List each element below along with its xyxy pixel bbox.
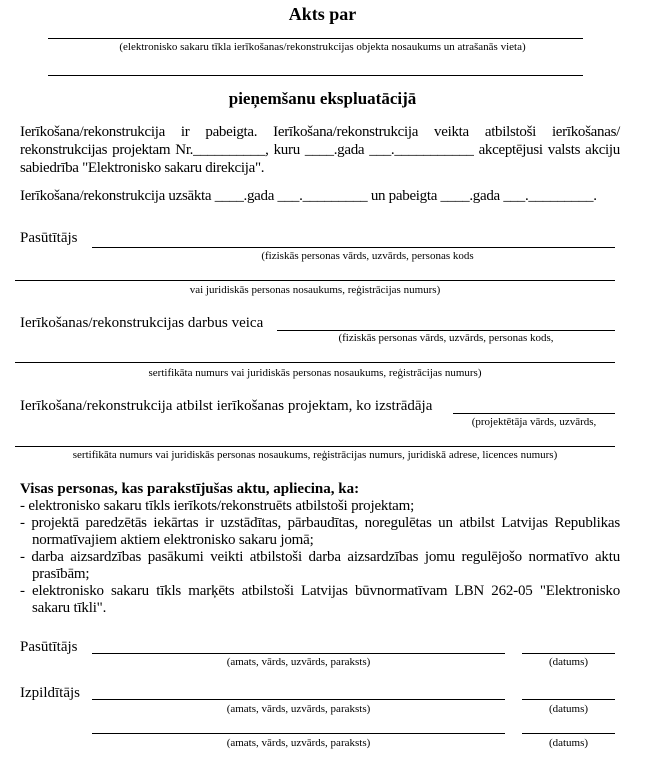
sign-customer-label: Pasūtītājs: [20, 639, 78, 655]
customer-caption-1: (fiziskās personas vārds, uzvārds, personas kods: [261, 250, 474, 262]
designer-line: [453, 413, 615, 414]
designer-caption-1: (projektētāja vārds, uzvārds,: [471, 416, 597, 428]
designer-caption-2: sertifikāta numurs vai juridiskās personas nosaukums, reģistrācijas numurs, juridiskā adrese, licences numurs): [72, 449, 558, 461]
certify-item: - elektronisko sakaru tīkls marķēts atbilstoši Latvijas būvnormatīvam LBN 262-05 "Elektronisko sakaru tīkli".: [20, 583, 620, 616]
executor-signature-line-2[interactable]: [92, 733, 505, 734]
dates-paragraph: Ierīkošana/rekonstrukcija uzsākta ____.gada ___._________ un pabeigta ____.gada ___._________.: [20, 188, 597, 204]
sign-executor-label: Izpildītājs: [20, 685, 80, 701]
executor-signature-line[interactable]: [92, 699, 505, 700]
contractor-label: Ierīkošanas/rekonstrukcijas darbus veica: [20, 315, 264, 331]
contractor-caption-1: (fiziskās personas vārds, uzvārds, personas kods,: [338, 332, 554, 344]
customer-label: Pasūtītājs: [20, 230, 78, 246]
certify-item: - projektā paredzētās iekārtas ir uzstādītas, pārbaudītas, noregulētas un atbilst Latvijas Republikas normatīvajiem aktiem elektronisko sakaru jomā;: [20, 515, 620, 548]
date-caption: (datums): [548, 703, 589, 715]
contractor-line-2: [15, 362, 615, 363]
object-name-line: [48, 38, 583, 39]
certify-section: [20, 480, 620, 617]
certify-item: - elektronisko sakaru tīkls ierīkots/rekonstruēts atbilstoši projektam;: [20, 498, 415, 514]
contractor-caption-2: sertifikāta numurs vai juridiskās personas nosaukums, reģistrācijas numurs): [148, 367, 482, 379]
customer-line-2: [15, 280, 615, 281]
customer-line: [92, 247, 615, 248]
document-title: Akts par: [288, 4, 357, 24]
intro-paragraphs: [20, 123, 620, 205]
certify-item: - darba aizsardzības pasākumi veikti atbilstoši darba aizsardzības jomu regulējošo normatīvo aktu prasībām;: [20, 549, 620, 582]
customer-caption-2: vai juridiskās personas nosaukums, reģistrācijas numurs): [189, 284, 441, 296]
contractor-line: [277, 330, 615, 331]
object-caption: (elektronisko sakaru tīkla ierīkošanas/rekonstrukcijas objekta nosaukums un atrašanās vieta): [119, 41, 526, 53]
date-caption: (datums): [548, 737, 589, 749]
executor-date-line-2[interactable]: [522, 733, 615, 734]
object-name-line-2: [48, 75, 583, 76]
certify-heading: Visas personas, kas parakstījušas aktu, apliecina, ka:: [20, 481, 360, 497]
customer-date-line[interactable]: [522, 653, 615, 654]
executor-date-line[interactable]: [522, 699, 615, 700]
designer-label: Ierīkošana/rekonstrukcija atbilst ierīkošanas projektam, ko izstrādāja: [20, 398, 433, 414]
completion-paragraph: Ierīkošana/rekonstrukcija ir pabeigta. Ierīkošana/rekonstrukcija veikta atbilstoši ierīkošanas/ rekonstrukcijas projektam Nr.__________, kuru ____.gada ___.___________ akceptējusi valsts akciju sabiedrība "Elektronisko sakaru direkcija".: [20, 124, 620, 176]
date-caption: (datums): [548, 656, 589, 668]
sign-caption: (amats, vārds, uzvārds, paraksts): [226, 656, 371, 668]
designer-line-2: [15, 446, 615, 447]
document-subtitle: pieņemšanu ekspluatācijā: [228, 89, 417, 108]
sign-caption: (amats, vārds, uzvārds, paraksts): [226, 703, 371, 715]
sign-caption: (amats, vārds, uzvārds, paraksts): [226, 737, 371, 749]
customer-signature-line[interactable]: [92, 653, 505, 654]
